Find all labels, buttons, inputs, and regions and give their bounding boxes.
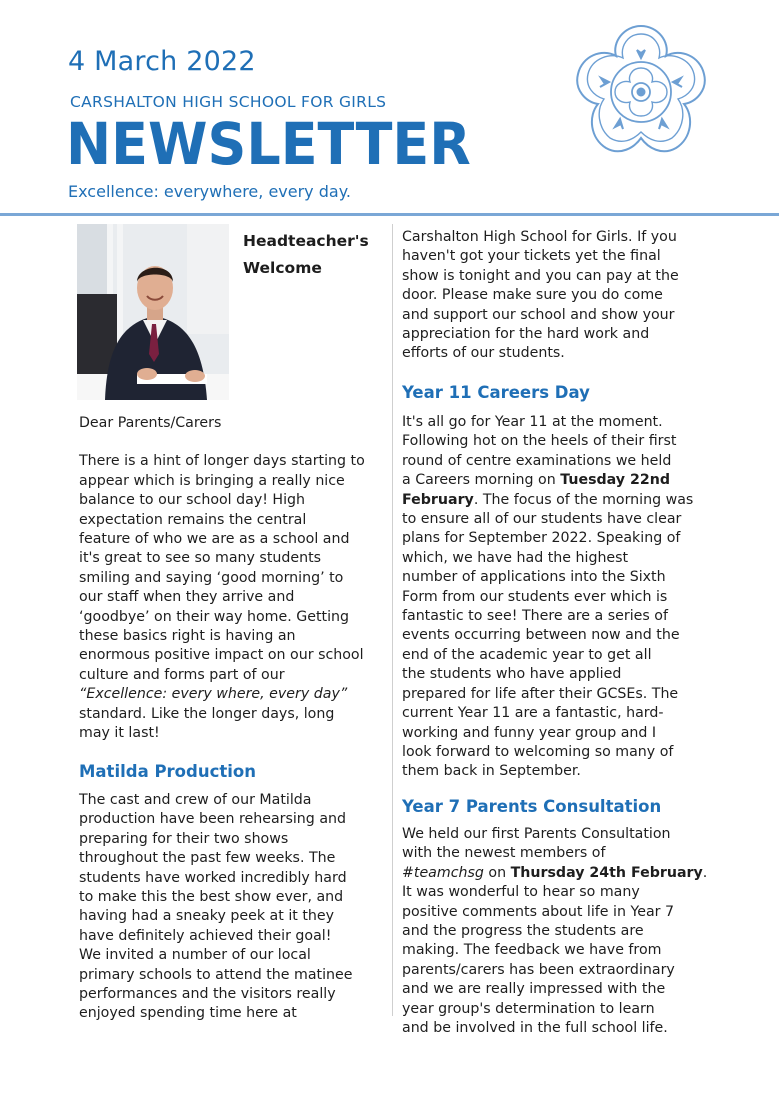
article-line: to ensure all of our students have clear [402,511,682,528]
article-line: efforts of our students. [402,345,565,362]
consultation-heading: Year 7 Parents Consultation [402,797,662,816]
article-line: performances and the visitors really [79,986,336,1003]
letter-line: ‘goodbye’ on their way home. Getting [79,608,350,625]
article-line: Form from our students ever which is [402,588,668,605]
letter-line: our staff when they arrive and [79,589,295,606]
header-divider [0,213,779,216]
article-line: round of centre examinations we held [402,452,672,469]
article-line: show is tonight and you can pay at the [402,267,679,284]
article-line: door. Please make sure you do come [402,287,663,304]
school-tagline: Excellence: everywhere, every day. [68,182,351,201]
article-line: and we are really impressed with the [402,981,666,998]
article-line: to make this the best show ever, and [79,889,344,906]
newsletter-title: NEWSLETTER [66,110,471,178]
motto-quote: “Excellence: every where, every day” [79,686,348,703]
tudor-rose-crest-icon [566,20,716,170]
article-line: Following hot on the heels of their first [402,433,677,450]
letter-line: There is a hint of longer days starting to [79,453,365,470]
article-line: haven't got your tickets yet the final [402,248,661,265]
article-line: positive comments about life in Year 7 [402,903,675,920]
careers-heading: Year 11 Careers Day [402,383,590,402]
letter-line: these basics right is having an [79,628,296,645]
article-line: parents/carers has been extraordinary [402,961,675,978]
article-line: working and funny year group and I [402,724,657,741]
letter-line: balance to our school day! High [79,492,306,509]
article-line: preparing for their two shows [79,830,289,847]
event-date: Tuesday 22nd [560,472,670,489]
event-date: Thursday 24th February [510,864,703,881]
article-line: them back in September. [402,763,581,780]
letter-line: culture and forms part of our [79,666,285,683]
article-line: year group's determination to learn [402,1000,655,1017]
letter-line [79,685,391,704]
article-line: end of the academic year to get all [402,646,652,663]
article-line: It's all go for Year 11 at the moment. [402,414,663,430]
letter-line: it's great to see so many students [79,550,322,567]
article-line: appreciation for the hard work and [402,326,650,343]
article-line: and support our school and show your [402,306,675,323]
article-line: having had a sneaky peek at it they [79,908,335,925]
consultation-article [402,825,712,1038]
article-line: the students who have applied [402,666,622,683]
letter-line: smiling and saying ‘good morning’ to [79,569,344,586]
article-line: look forward to welcoming so many of [402,743,674,760]
article-line: prepared for life after their GCSEs. The [402,685,679,702]
article-line: students have worked incredibly hard [79,869,347,886]
article-line: primary schools to attend the matinee [79,966,353,983]
event-date: February [402,491,474,508]
article-line: have definitely achieved their goal! [79,927,332,944]
matilda-heading: Matilda Production [79,762,256,781]
newsletter-date: 4 March 2022 [68,46,256,77]
hashtag: #teamchsg [402,864,484,881]
matilda-article [79,791,391,1024]
article-line [402,471,712,490]
careers-article [402,413,712,782]
letter-line: may it last! [79,725,160,742]
heading-line-2: Welcome [243,259,322,277]
article-line: with the newest members of [402,845,606,862]
matilda-article-continued [402,228,712,364]
headteacher-welcome-heading [243,228,369,282]
headteacher-photo [77,224,229,400]
headteacher-letter [79,414,391,744]
article-line: enjoyed spending time here at [79,1005,297,1022]
article-line: fantastic to see! There are a series of [402,608,668,625]
article-line: and the progress the students are [402,923,644,940]
article-line: plans for September 2022. Speaking of [402,530,681,547]
text-run: . The focus of the morning was [473,491,694,508]
article-line: number of applications into the Sixth [402,569,666,586]
letter-line: feature of who we are as a school and [79,531,350,548]
article-line [402,491,712,510]
article-line: It was wonderful to hear so many [402,884,640,901]
text-run: on [483,864,511,881]
letter-line: standard. Like the longer days, long [79,705,335,722]
article-line: The cast and crew of our Matilda [79,792,312,808]
article-line: We invited a number of our local [79,947,311,964]
article-line: and be involved in the full school life. [402,1020,668,1037]
article-line: events occurring between now and the [402,627,680,644]
article-line: making. The feedback we have from [402,942,662,959]
letter-line: expectation remains the central [79,511,307,528]
text-run: a Careers morning on [402,472,561,489]
salutation: Dear Parents/Carers [79,415,222,431]
heading-line-1: Headteacher's [243,232,369,250]
column-divider [392,224,393,1016]
letter-line: enormous positive impact on our school [79,647,364,664]
article-line [402,864,712,883]
school-name: CARSHALTON HIGH SCHOOL FOR GIRLS [70,93,387,111]
article-line: production have been rehearsing and [79,811,347,828]
text-run: . [702,864,708,881]
article-line: We held our first Parents Consultation [402,826,671,842]
article-line: throughout the past few weeks. The [79,850,336,867]
article-line: current Year 11 are a fantastic, hard- [402,705,664,722]
letter-line: appear which is bringing a really nice [79,472,345,489]
article-line: which, we have had the highest [402,549,629,566]
article-line: Carshalton High School for Girls. If you [402,229,677,245]
